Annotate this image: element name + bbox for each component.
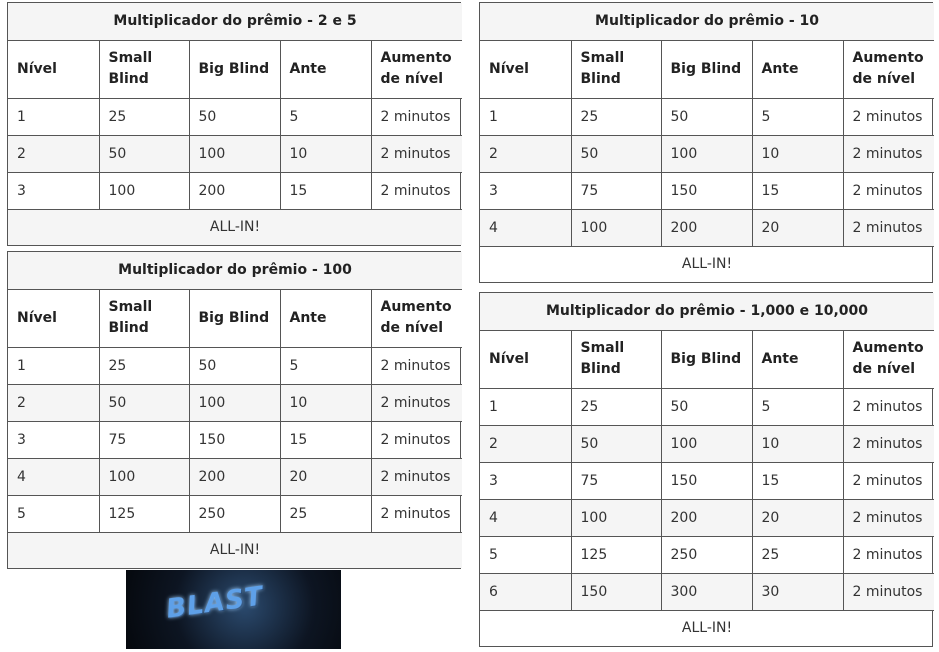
table-cell: 300 (661, 573, 752, 610)
table-row (480, 573, 934, 610)
table-cell: 2 minutos (843, 135, 934, 172)
table-row (8, 458, 462, 495)
table-cell: 100 (571, 209, 661, 246)
table-row (8, 98, 462, 135)
column-header: Big Blind (189, 289, 280, 347)
table-cell: 50 (99, 135, 189, 172)
table-cell: 5 (480, 536, 571, 573)
table-cell: 1 (480, 388, 571, 425)
table-cell: 100 (661, 425, 752, 462)
table-row (8, 172, 462, 209)
table-cell: 75 (571, 462, 661, 499)
table-cell: 20 (280, 458, 371, 495)
table-cell: 250 (661, 536, 752, 573)
table-cell: 25 (752, 536, 843, 573)
column-header: Ante (280, 289, 371, 347)
table-cell: 125 (99, 495, 189, 532)
table-cell: 20 (752, 209, 843, 246)
table-row (480, 135, 934, 172)
table-cell: 200 (189, 172, 280, 209)
table-cell: 200 (661, 499, 752, 536)
table-cell: 5 (280, 98, 371, 135)
table-cell: 25 (280, 495, 371, 532)
table-cell: 5 (752, 98, 843, 135)
table-row (8, 495, 462, 532)
table-row (480, 388, 934, 425)
blind-table-2-5 (7, 2, 461, 246)
column-header: Big Blind (661, 40, 752, 98)
table-cell: 3 (480, 462, 571, 499)
column-header: Nível (8, 289, 99, 347)
column-header: Nível (480, 40, 571, 98)
table-cell: 15 (752, 172, 843, 209)
column-header: Small Blind (99, 289, 189, 347)
table-cell: 150 (571, 573, 661, 610)
all-in-footer: ALL-IN! (681, 620, 733, 637)
table-row (480, 499, 934, 536)
table-cell: 25 (99, 347, 189, 384)
table-cell: 50 (189, 98, 280, 135)
table-cell: 2 minutos (843, 209, 934, 246)
table-cell: 3 (8, 172, 99, 209)
table-cell: 2 minutos (371, 421, 462, 458)
table-row (480, 209, 934, 246)
column-header: Aumento de nível (371, 40, 462, 98)
blind-table-1000-10000 (479, 292, 933, 647)
table-cell: 10 (752, 425, 843, 462)
table-cell: 25 (99, 98, 189, 135)
table-cell: 2 minutos (843, 499, 934, 536)
all-in-footer: ALL-IN! (8, 532, 462, 568)
table-row (8, 384, 462, 421)
table-cell: 20 (752, 499, 843, 536)
table-cell: 2 minutos (371, 458, 462, 495)
table-row (8, 135, 462, 172)
table-cell: 15 (752, 462, 843, 499)
table-cell: 3 (8, 421, 99, 458)
table-cell: 5 (752, 388, 843, 425)
table-cell: 50 (189, 347, 280, 384)
table-cell: 100 (99, 172, 189, 209)
table-cell: 3 (480, 172, 571, 209)
table-cell: 200 (661, 209, 752, 246)
table-row (8, 347, 462, 384)
column-header: Ante (280, 40, 371, 98)
table-cell: 2 minutos (843, 536, 934, 573)
table-cell: 1 (8, 347, 99, 384)
table-cell: 50 (661, 98, 752, 135)
table-cell: 50 (571, 135, 661, 172)
table-cell: 2 minutos (371, 347, 462, 384)
column-header: Ante (752, 40, 843, 98)
all-in-footer: ALL-IN! (8, 209, 462, 245)
table-cell: 6 (480, 573, 571, 610)
table-cell: 125 (571, 536, 661, 573)
table-title: Multiplicador do prêmio - 2 e 5 (8, 3, 462, 40)
table-row (480, 462, 934, 499)
table-title: Multiplicador do prêmio - 10 (480, 3, 934, 40)
table-cell: 2 minutos (843, 573, 934, 610)
table-cell: 4 (8, 458, 99, 495)
table-cell: 2 minutos (371, 172, 462, 209)
table-cell: 25 (571, 388, 661, 425)
blast-logo-image (126, 570, 341, 649)
table-cell: 2 minutos (843, 425, 934, 462)
table-cell: 100 (99, 458, 189, 495)
blind-table-10 (479, 2, 933, 283)
table-cell: 100 (189, 384, 280, 421)
table-cell: 2 minutos (843, 172, 934, 209)
table-title: Multiplicador do prêmio - 100 (8, 252, 462, 289)
table-row (480, 536, 934, 573)
table-cell: 75 (571, 172, 661, 209)
table-row (480, 98, 934, 135)
table-row (480, 172, 934, 209)
table-cell: 2 minutos (843, 462, 934, 499)
table-cell: 2 (8, 135, 99, 172)
table-cell: 2 (8, 384, 99, 421)
table-cell: 5 (8, 495, 99, 532)
table-cell: 10 (752, 135, 843, 172)
table-cell: 2 (480, 425, 571, 462)
column-header: Small Blind (99, 40, 189, 98)
table-cell: 2 minutos (371, 135, 462, 172)
table-cell: 1 (8, 98, 99, 135)
table-row (480, 425, 934, 462)
blast-logo-text: BLAST (164, 581, 266, 625)
table-cell: 15 (280, 421, 371, 458)
table-cell: 2 minutos (371, 495, 462, 532)
table-cell: 150 (189, 421, 280, 458)
blind-table-100 (7, 251, 461, 569)
table-cell: 150 (661, 172, 752, 209)
table-row (8, 421, 462, 458)
table-cell: 200 (189, 458, 280, 495)
table-cell: 2 minutos (371, 98, 462, 135)
column-header: Big Blind (661, 330, 752, 388)
column-header: Small Blind (571, 330, 661, 388)
table-cell: 2 minutos (843, 98, 934, 135)
column-header: Aumento de nível (371, 289, 462, 347)
table-cell: 150 (661, 462, 752, 499)
table-cell: 2 (480, 135, 571, 172)
table-cell: 75 (99, 421, 189, 458)
table-cell: 100 (571, 499, 661, 536)
column-header: Nível (8, 40, 99, 98)
table-cell: 10 (280, 135, 371, 172)
table-cell: 25 (571, 98, 661, 135)
table-cell: 4 (480, 209, 571, 246)
table-cell: 100 (661, 135, 752, 172)
table-cell: 10 (280, 384, 371, 421)
table-cell: 50 (571, 425, 661, 462)
table-cell: 15 (280, 172, 371, 209)
column-header: Small Blind (571, 40, 661, 98)
table-cell: 4 (480, 499, 571, 536)
all-in-footer: ALL-IN! (681, 256, 733, 273)
column-header: Aumento de nível (843, 40, 934, 98)
table-cell: 2 minutos (371, 384, 462, 421)
table-cell: 100 (189, 135, 280, 172)
table-cell: 250 (189, 495, 280, 532)
column-header: Big Blind (189, 40, 280, 98)
table-cell: 30 (752, 573, 843, 610)
table-cell: 2 minutos (843, 388, 934, 425)
table-cell: 50 (661, 388, 752, 425)
table-cell: 1 (480, 98, 571, 135)
column-header: Aumento de nível (843, 330, 934, 388)
column-header: Nível (480, 330, 571, 388)
table-title: Multiplicador do prêmio - 1,000 e 10,000 (480, 293, 934, 330)
table-cell: 50 (99, 384, 189, 421)
column-header: Ante (752, 330, 843, 388)
table-cell: 5 (280, 347, 371, 384)
